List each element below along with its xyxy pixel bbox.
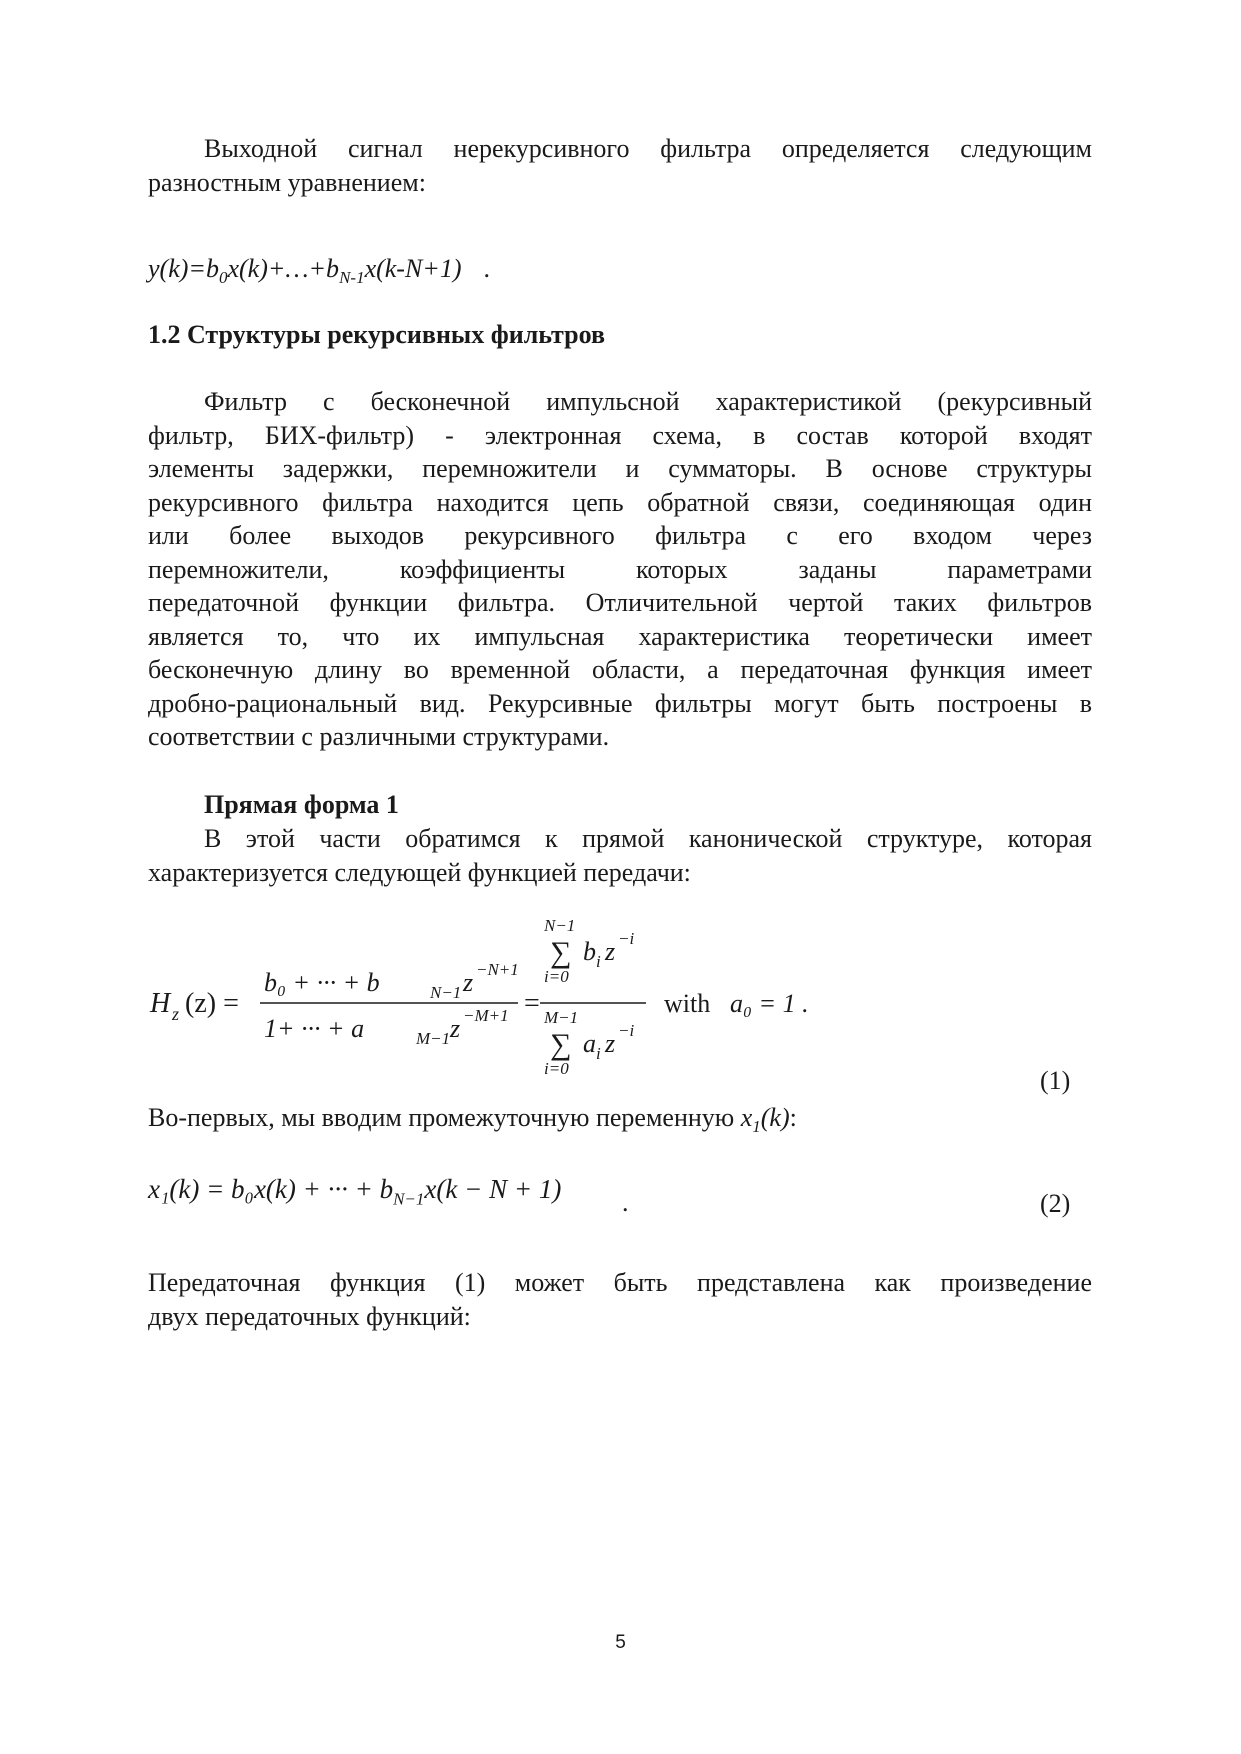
transfer-function-equation <box>140 915 860 1100</box>
eq1-num-sub: N−1 <box>430 983 462 1002</box>
sum-term: a <box>583 1029 596 1058</box>
var-sub: 1 <box>752 1117 761 1137</box>
eq2-sub: N−1 <box>393 1189 425 1209</box>
eq1-lhs-arg: (z) = <box>185 988 239 1019</box>
text-line: двух передаточных функций: <box>148 1301 471 1331</box>
difference-equation <box>148 254 491 288</box>
eq1-equals: = <box>524 988 540 1019</box>
sum-upper: N−1 <box>544 916 576 935</box>
text-line: Выходной сигнал нерекурсивного фильтра определяется следующим <box>204 134 1092 163</box>
equation-number-2: (2) <box>1040 1189 1071 1218</box>
eq1-den: 1+ ··· + a <box>264 1014 365 1043</box>
paragraph-iir-description <box>148 385 1092 754</box>
text-line: фильтр, БИХ-фильтр) - электронная схема, в состав которой входят <box>148 420 1092 450</box>
sum-exp: −i <box>618 929 635 948</box>
paragraph-direct-form <box>148 822 1092 889</box>
text-line: или более выходов рекурсивного фильтра с его входом через <box>148 521 1092 550</box>
eq1-lhs: H <box>150 988 171 1019</box>
eq1-den-sub: M−1 <box>416 1029 451 1048</box>
eq2-dot: . <box>622 1188 629 1217</box>
colon: : <box>789 1103 797 1132</box>
text-line: бесконечную длину во временной области, а передаточная функция имеет <box>148 655 1092 684</box>
equation-number-1: (1) <box>1040 1066 1071 1095</box>
sum-exp: −i <box>618 1021 635 1040</box>
eq-sub: N-1 <box>339 268 365 288</box>
text-line: Передаточная функция (1) может быть представлена как произведение <box>148 1268 1092 1297</box>
text-line: рекурсивного фильтра находится цепь обратной связи, соединяющая один <box>148 487 1092 517</box>
sum-lower: i=0 <box>544 1059 569 1078</box>
text-line: перемножители, коэффициенты которых заданы параметрами <box>148 554 1092 584</box>
eq2-part: x₁(k) = b₀x(k) + ··· + b <box>148 1174 394 1204</box>
eq-part: x(k-N+1) <box>364 254 462 283</box>
text-line: Фильтр с бесконечной импульсной характеристикой (рекурсивный <box>204 387 1092 416</box>
page-number: 5 <box>615 1632 626 1653</box>
sum-lower: i=0 <box>544 967 569 986</box>
text-line: передаточной функции фильтра. Отличительной чертой таких фильтров <box>148 588 1092 617</box>
sum-symbol: ∑ <box>550 1028 572 1061</box>
text-line: дробно-рациональный вид. Рекурсивные фильтры могут быть построены в <box>148 688 1092 718</box>
intermediate-equation <box>148 1174 562 1209</box>
paragraph-output-signal <box>148 132 1092 199</box>
text-line: является то, что их импульсная характеристика теоретически имеет <box>148 621 1092 651</box>
sum-symbol: ∑ <box>550 936 572 969</box>
eq1-lhs-sub: z <box>172 1004 180 1024</box>
eq1-condition: a₀ = 1 . <box>730 989 809 1018</box>
text-line: разностным уравнением: <box>148 167 426 197</box>
eq1-den-z: z <box>450 1014 461 1043</box>
sum-upper: M−1 <box>544 1008 579 1027</box>
sum-z: z <box>605 937 616 966</box>
text-line <box>148 1101 1092 1135</box>
sum-z: z <box>605 1029 616 1058</box>
section-heading: 1.2 Структуры рекурсивных фильтров <box>148 320 605 349</box>
sum-term-sub: i <box>596 952 601 971</box>
eq1-den-exp: −M+1 <box>463 1006 509 1025</box>
text-line: характеризуется следующей функцией передачи: <box>148 857 691 887</box>
paragraph-intermediate-variable <box>148 1101 1092 1135</box>
eq-dot: . <box>483 254 491 283</box>
text-line: В этой части обратимся к прямой канонической структуре, которая <box>204 824 1092 853</box>
text-line: элементы задержки, перемножители и сумматоры. В основе структуры <box>148 454 1092 483</box>
eq1-num-exp: −N+1 <box>476 960 519 979</box>
sum-term: b <box>583 937 596 966</box>
eq-part: x(k)+…+b <box>227 254 340 283</box>
var-arg: (k) <box>760 1103 790 1132</box>
subheading-direct-form: Прямая форма 1 <box>204 790 399 819</box>
eq1-num: b₀ + ··· + b <box>264 968 380 997</box>
text-line: соответствии с различными структурами. <box>148 722 610 751</box>
eq1-num-z: z <box>463 968 474 997</box>
var-x: x <box>740 1103 753 1132</box>
text-span: Во-первых, мы вводим промежуточную переменную <box>148 1103 741 1132</box>
eq-part: y(k)=b <box>148 254 219 283</box>
eq2-tail: x(k − N + 1) <box>424 1174 562 1204</box>
eq-sub: 0 <box>218 268 228 288</box>
sum-term-sub: i <box>596 1044 601 1063</box>
paragraph-product <box>148 1266 1092 1333</box>
eq1-with: with <box>664 989 711 1018</box>
